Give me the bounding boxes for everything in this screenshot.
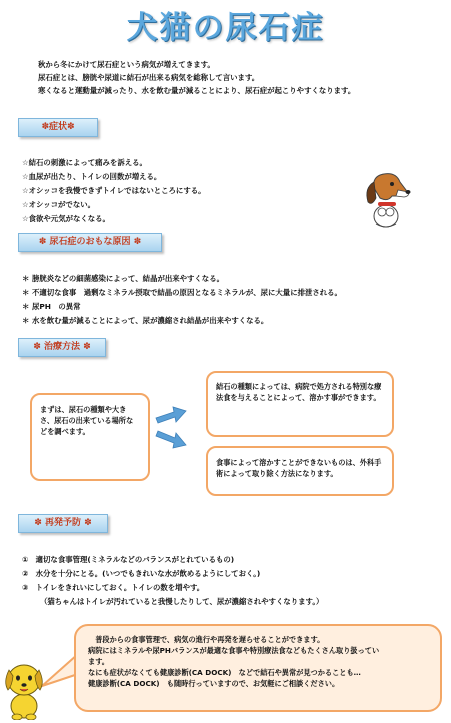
section-heading-label: 症状 [48, 122, 67, 132]
list-item: ☆食欲や元気がなくなる。 [22, 214, 110, 223]
yellow-dog-illustration [2, 656, 46, 720]
arrow-right-up-icon [156, 407, 186, 423]
list-item: ① 適切な食事管理(ミネラルなどのバランスがとれているもの) [22, 555, 235, 564]
list-item: ＊ 膀胱炎などの細菌感染によって、結晶が出来やすくなる。 [22, 274, 224, 283]
list-item: ☆血尿が出たり、トイレの回数が増える。 [22, 172, 162, 181]
section-heading-causes [18, 233, 162, 252]
prevention-list [22, 553, 323, 609]
arrow-icons [154, 400, 188, 458]
star-icon: ✽ [83, 342, 91, 352]
treatment-box-diet: 結石の種類によっては、病院で処方される特別な療法食を与えることによって、溶かす事ができます。 [206, 371, 394, 437]
list-item: ☆オシッコがでない。 [22, 200, 95, 209]
list-item: ☆オシッコを我慢できずトイレではないところにする。 [22, 186, 206, 195]
list-item: ＊ 不適切な食事 過剰なミネラル摂取で結晶の原因となるミネラルが、尿に大量に排泄される。 [22, 288, 342, 297]
treatment-box-examination: まずは、尿石の種類や大きさ、尿石の出来ている場所などを調べます。 [30, 393, 150, 481]
arrow-right-down-icon [156, 431, 186, 448]
star-icon: ✽ [38, 237, 47, 247]
star-icon: ✽ [133, 237, 142, 247]
page-title: 犬猫の尿石症 [126, 10, 325, 46]
bubble-line: 普段からの食事管理で、病気の進行や再発を遅らせることができます。 [88, 635, 325, 644]
treatment-box-surgery: 食事によって溶かすことができないものは、外科手術によって取り除く方法になります。 [206, 446, 394, 496]
star-icon: ✽ [67, 122, 75, 132]
bubble-line: 健康診断(CA DOCK) も随時行っていますので、お気軽にご相談ください。 [88, 679, 340, 688]
bubble-line: 病院にはミネラルや尿PHバランスが最適な食事や特別療法食などもたくさん取り扱ってい [88, 646, 380, 655]
intro-line: 寒くなると運動量が減ったり、水を飲む量が減ることにより、尿石症が起こりやすくなります。 [38, 86, 356, 95]
causes-list [22, 272, 342, 328]
section-heading-treatment [18, 338, 106, 357]
section-heading-label: 尿石症のおもな原因 [49, 237, 131, 247]
section-heading-symptoms [18, 118, 98, 137]
section-heading-label: 再発予防 [44, 518, 81, 528]
bubble-line: ます。 [88, 657, 109, 666]
intro-line: 尿石症とは、膀胱や尿道に結石が出来る病気を総称して言います。 [38, 73, 260, 82]
star-icon: ✽ [41, 122, 49, 132]
list-item: ③ トイレをきれいにしておく。トイレの数を増やす。 [22, 583, 205, 592]
beagle-illustration [362, 168, 414, 230]
star-icon: ✽ [33, 342, 41, 352]
star-icon: ✽ [34, 518, 42, 528]
section-heading-prevention [18, 514, 108, 533]
intro-line: 秋から冬にかけて尿石症という病気が増えてきます。 [38, 60, 215, 69]
bubble-line: なにも症状がなくても健康診断(CA DOCK) などで結石や異常が見つかることも… [88, 668, 361, 677]
section-heading-label: 治療方法 [43, 342, 80, 352]
star-icon: ✽ [84, 518, 92, 528]
symptoms-list [22, 156, 206, 226]
intro-text [38, 58, 355, 97]
list-item: （猫ちゃんはトイレが汚れていると我慢したりして、尿が濃縮されやすくなります。） [40, 597, 324, 606]
list-item: ＊ 水を飲む量が減ることによって、尿が濃縮され結晶が出来やすくなる。 [22, 316, 269, 325]
advice-bubble [74, 624, 442, 712]
list-item: ＊ 尿PH の異常 [22, 302, 81, 311]
list-item: ☆結石の刺激によって痛みを訴える。 [22, 158, 147, 167]
list-item: ② 水分を十分にとる。(いつでもきれいな水が飲めるようにしておく。) [22, 569, 261, 578]
